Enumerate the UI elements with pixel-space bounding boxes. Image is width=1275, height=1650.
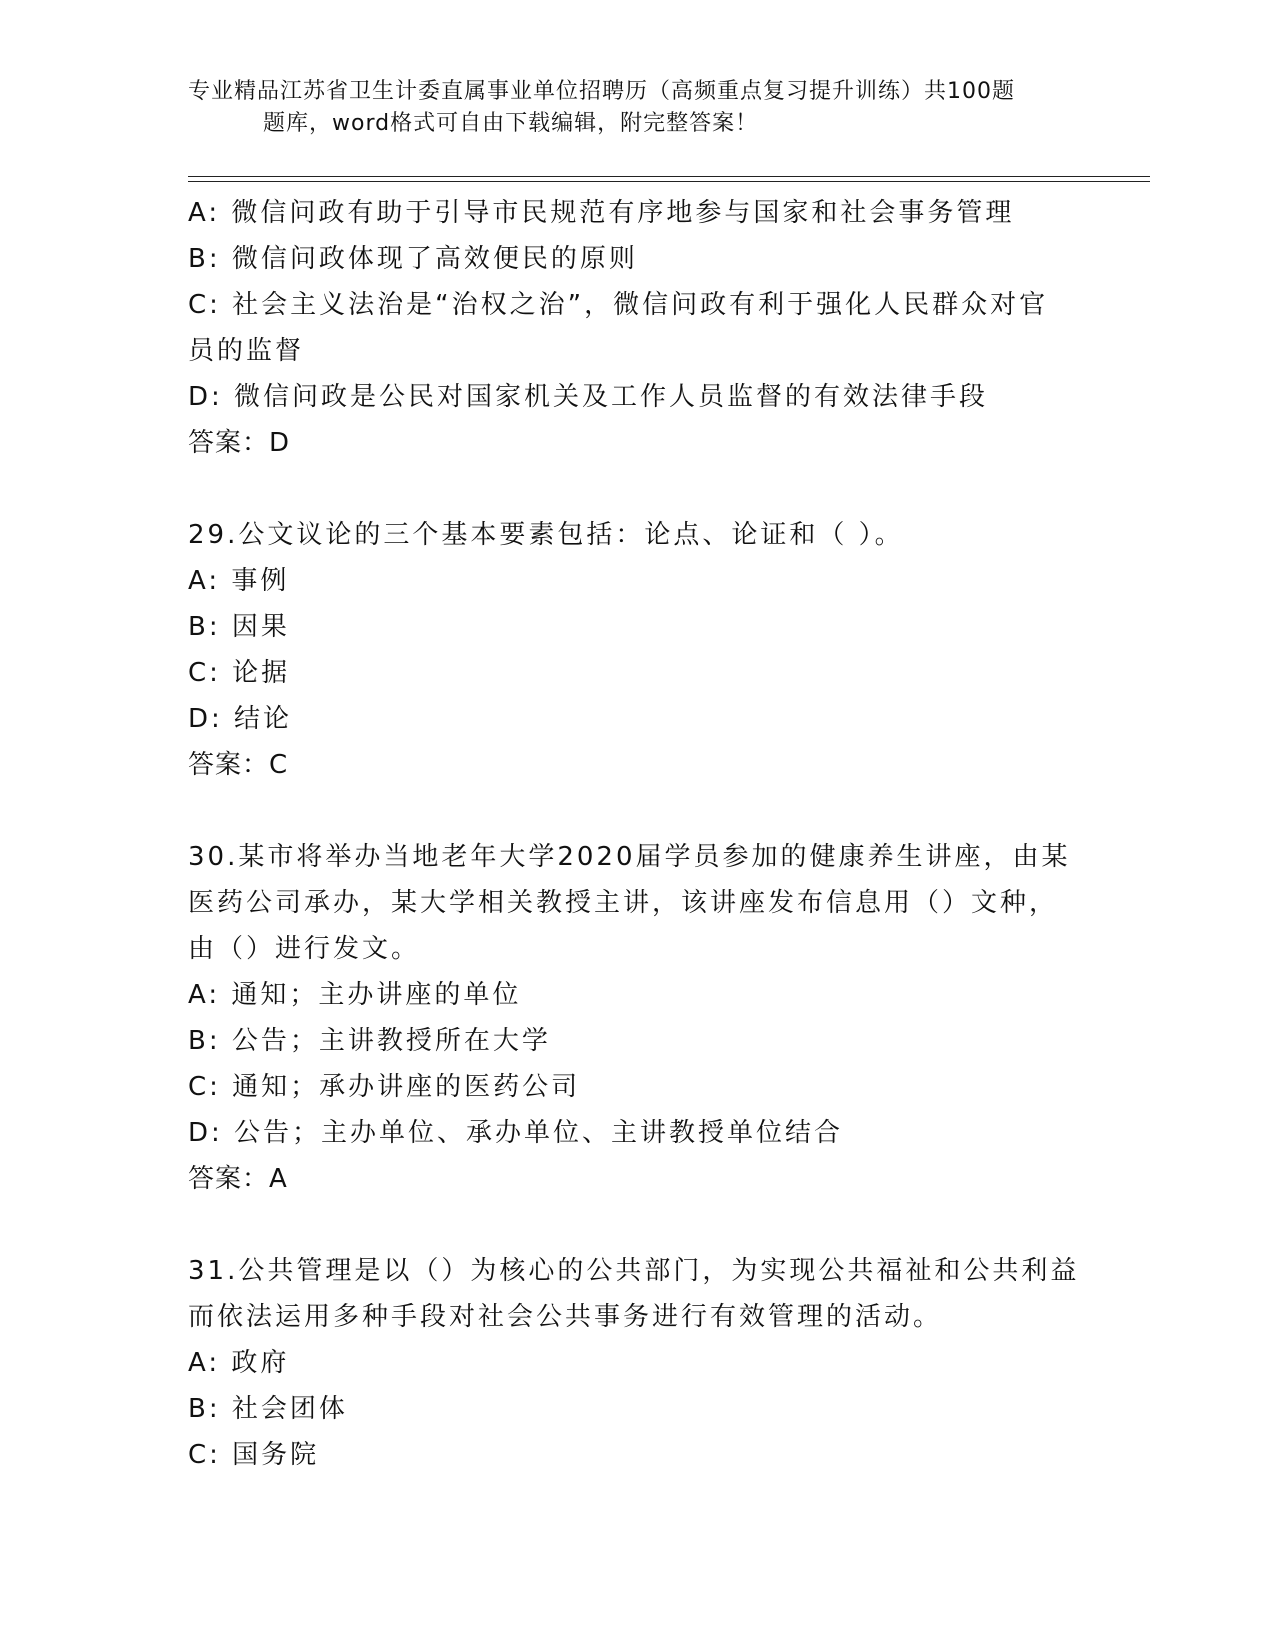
question-stem-line-2: 医药公司承办，某大学相关教授主讲，该讲座发布信息用（）文种， xyxy=(188,888,1059,918)
option-a: A: 通知；主办讲座的单位 xyxy=(188,980,522,1010)
document-header xyxy=(188,76,1088,140)
option-d: D: 微信问政是公民对国家机关及工作人员监督的有效法律手段 xyxy=(188,382,989,412)
option-b: B: 公告；主讲教授所在大学 xyxy=(188,1026,551,1056)
question-stem-line-1: 30.某市将举办当地老年大学2020届学员参加的健康养生讲座，由某 xyxy=(188,842,1071,872)
question-stem: 29.公文议论的三个基本要素包括：论点、论证和（ ）。 xyxy=(188,520,904,550)
answer: 答案：D xyxy=(188,428,291,458)
spacer xyxy=(188,788,1078,834)
option-c: C: 论据 xyxy=(188,658,291,688)
question-28-options xyxy=(188,190,1078,466)
spacer xyxy=(188,1202,1078,1248)
header-divider-bottom xyxy=(188,181,1150,182)
option-d: D: 公告；主办单位、承办单位、主讲教授单位结合 xyxy=(188,1118,844,1148)
option-b: B: 社会团体 xyxy=(188,1394,348,1424)
option-c-line-2: 员的监督 xyxy=(188,336,305,366)
option-a: A: 事例 xyxy=(188,566,290,596)
header-divider-top xyxy=(188,176,1150,177)
answer: 答案：A xyxy=(188,1164,288,1194)
option-c: C: 通知；承办讲座的医药公司 xyxy=(188,1072,581,1102)
answer: 答案：C xyxy=(188,750,289,780)
header-title-line-1: 专业精品江苏省卫生计委直属事业单位招聘历（高频重点复习提升训练）共100题 xyxy=(188,79,1015,104)
question-29 xyxy=(188,512,1078,788)
option-b: B: 因果 xyxy=(188,612,290,642)
question-stem-line-3: 由（）进行发文。 xyxy=(188,934,421,964)
option-c-line-1: C: 社会主义法治是“治权之治”，微信问政有利于强化人民群众对官 xyxy=(188,290,1049,320)
question-content xyxy=(188,190,1078,1478)
spacer xyxy=(188,466,1078,512)
option-a: A: 微信问政有助于引导市民规范有序地参与国家和社会事务管理 xyxy=(188,198,1015,228)
question-stem-line-2: 而依法运用多种手段对社会公共事务进行有效管理的活动。 xyxy=(188,1302,943,1332)
question-30 xyxy=(188,834,1078,1202)
option-b: B: 微信问政体现了高效便民的原则 xyxy=(188,244,638,274)
option-c: C: 国务院 xyxy=(188,1440,320,1470)
question-31 xyxy=(188,1248,1078,1478)
option-d: D: 结论 xyxy=(188,704,293,734)
header-title-line-2: 题库，word格式可自由下载编辑，附完整答案！ xyxy=(263,111,759,136)
option-a: A: 政府 xyxy=(188,1348,290,1378)
question-stem-line-1: 31.公共管理是以（）为核心的公共部门，为实现公共福祉和公共利益 xyxy=(188,1256,1080,1286)
